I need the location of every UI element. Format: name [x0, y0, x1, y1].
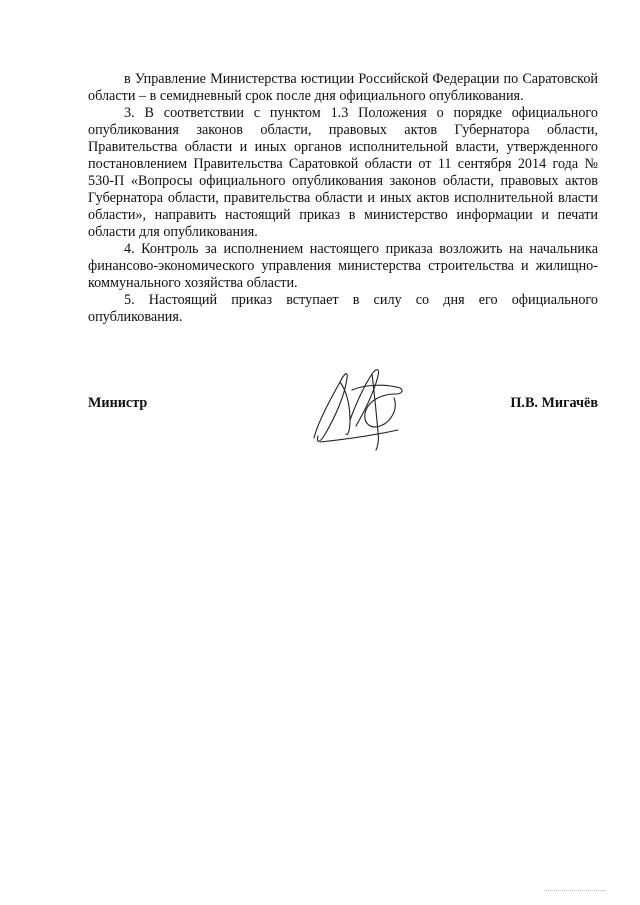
- paragraph-3: 3. В соответствии с пунктом 1.3 Положения о порядке официального опубликования законов области, правовых актов Губернатора области, Правительства области и иных органов исполнительной власти, утвержденного постановлением Правительства Саратовкой области от 11 сентября 2014 года № 530-П «Вопросы официального опубликования законов области, правовых актов Губернатора области, правительства области и иных актов исполнительной власти области», направить настоящий приказ в министерство информации и печати области для опубликования.: [88, 105, 598, 240]
- document-body: [88, 71, 598, 326]
- paragraph-5: 5. Настоящий приказ вступает в силу со дня его официального опубликования.: [88, 292, 598, 325]
- scan-edge-mark: [545, 890, 605, 892]
- signatory-title: Министр: [88, 395, 148, 411]
- signature-block: [88, 395, 598, 415]
- signatory-name: П.В. Мигачёв: [510, 395, 598, 411]
- paragraph-4: 4. Контроль за исполнением настоящего приказа возложить на начальника финансово-экономического управления министерства строительства и жилищно-коммунального хозяйства области.: [88, 241, 598, 291]
- paragraph-continuation: в Управление Министерства юстиции Российской Федерации по Саратовской области – в семидневный срок после дня официального опубликования.: [88, 71, 598, 104]
